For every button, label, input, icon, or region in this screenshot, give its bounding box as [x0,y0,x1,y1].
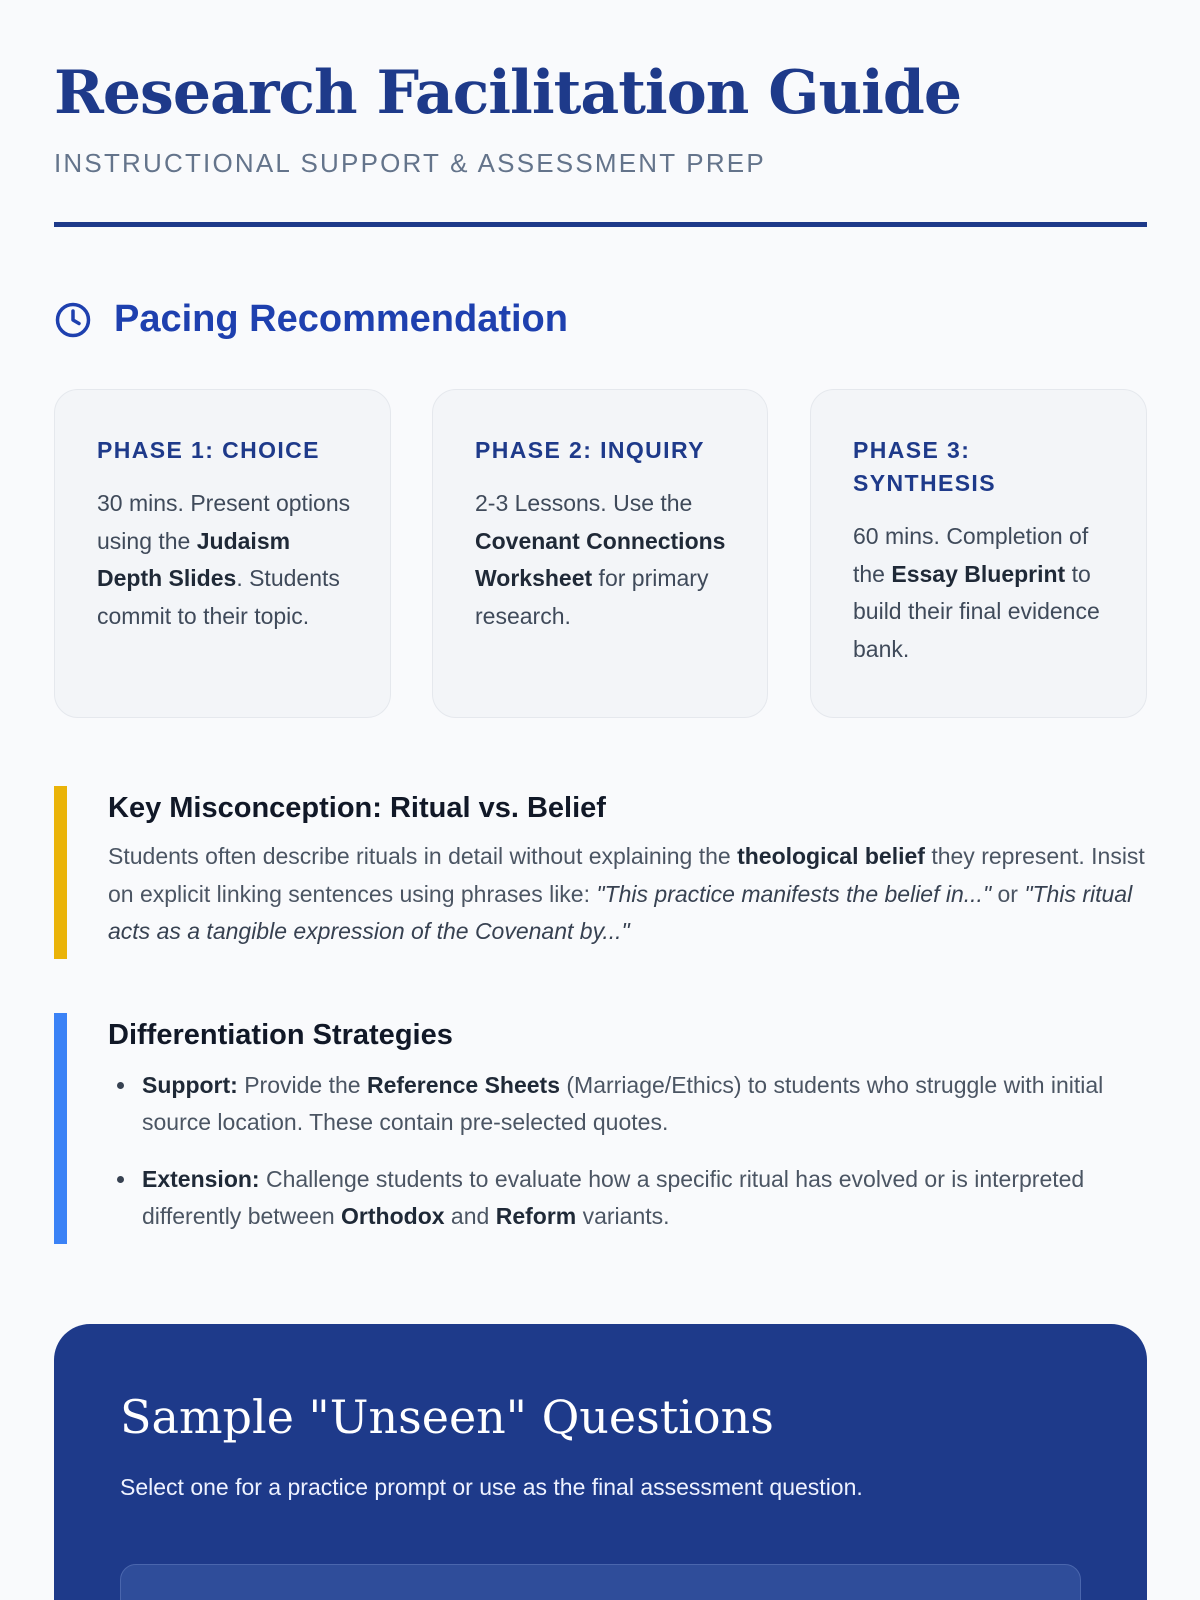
quoted-phrase: "This ritual acts as a tangible expression of the Covenant by..." [108,880,1133,944]
sample-questions-panel [54,1324,1147,1600]
pacing-heading: Pacing Recommendation [114,298,568,340]
emphasis-text: Support: [142,1072,238,1098]
callout-accent-bar [54,1013,67,1244]
text-run: variants. [576,1203,670,1229]
strategy-support [108,1067,1147,1141]
emphasis-text: Reform [495,1203,577,1229]
text-run: to build their final evidence bank. [853,560,1100,662]
strategy-extension [108,1161,1147,1235]
clock-icon [54,301,92,339]
phase-description [475,485,733,635]
phase-description [853,518,1112,668]
quoted-phrase: "This practice manifests the belief in..." [596,880,992,907]
strategy-list [108,1067,1147,1235]
phase-card-synthesis [810,389,1147,718]
emphasis-text: Covenant Connections Worksheet [475,527,726,591]
callout-accent-bar [54,786,67,959]
phase-card-inquiry [432,389,768,718]
text-run: 30 mins. Present options using the [97,490,351,554]
emphasis-text: Judaism Depth Slides [97,527,291,591]
text-run: 60 mins. Completion of the [853,523,1089,587]
text-run: and [444,1203,496,1229]
text-run: 2-3 Lessons. Use the [475,490,693,516]
text-run: (Marriage/Ethics) to students who struggle with initial source location. These contain pre-selected quotes. [142,1072,1104,1135]
text-run: for primary research. [475,565,709,629]
phase-cards [54,389,1147,718]
emphasis-text: Essay Blueprint [891,560,1066,587]
text-run: . Students commit to their topic. [97,565,340,629]
phase-card-choice [54,389,391,718]
page-title: Research Facilitation Guide [54,58,962,128]
misconception-body [108,838,1147,951]
misconception-callout [54,786,1147,959]
phase-title: PHASE 1: CHOICE [97,437,320,463]
differentiation-heading: Differentiation Strategies [108,1019,453,1051]
text-run: or [991,880,1025,907]
emphasis-text: theological belief [737,843,925,869]
phase-description [97,485,356,635]
text-run: Provide the [237,1072,367,1098]
text-run: Challenge students to evaluate how a specific ritual has evolved or is interpreted differently between [142,1166,1085,1229]
text-run: they represent. Insist on explicit linking sentences using phrases like: [108,843,1145,907]
question-option[interactable] [120,1564,1081,1600]
phase-title: PHASE 2: INQUIRY [475,437,705,463]
misconception-heading: Key Misconception: Ritual vs. Belief [108,792,606,824]
pacing-section-header [54,298,568,341]
emphasis-text: Reference Sheets [366,1072,560,1098]
differentiation-callout [54,1013,1147,1244]
text-run: Students often describe rituals in detail without explaining the [108,843,738,869]
questions-heading: Sample "Unseen" Questions [120,1390,774,1444]
emphasis-text: Orthodox [341,1203,445,1229]
page-subtitle: INSTRUCTIONAL SUPPORT & ASSESSMENT PREP [54,148,766,178]
questions-lead: Select one for a practice prompt or use as the final assessment question. [120,1474,863,1500]
emphasis-text: Extension: [142,1166,260,1192]
phase-title: PHASE 3: SYNTHESIS [853,437,996,496]
header-divider [54,222,1147,227]
